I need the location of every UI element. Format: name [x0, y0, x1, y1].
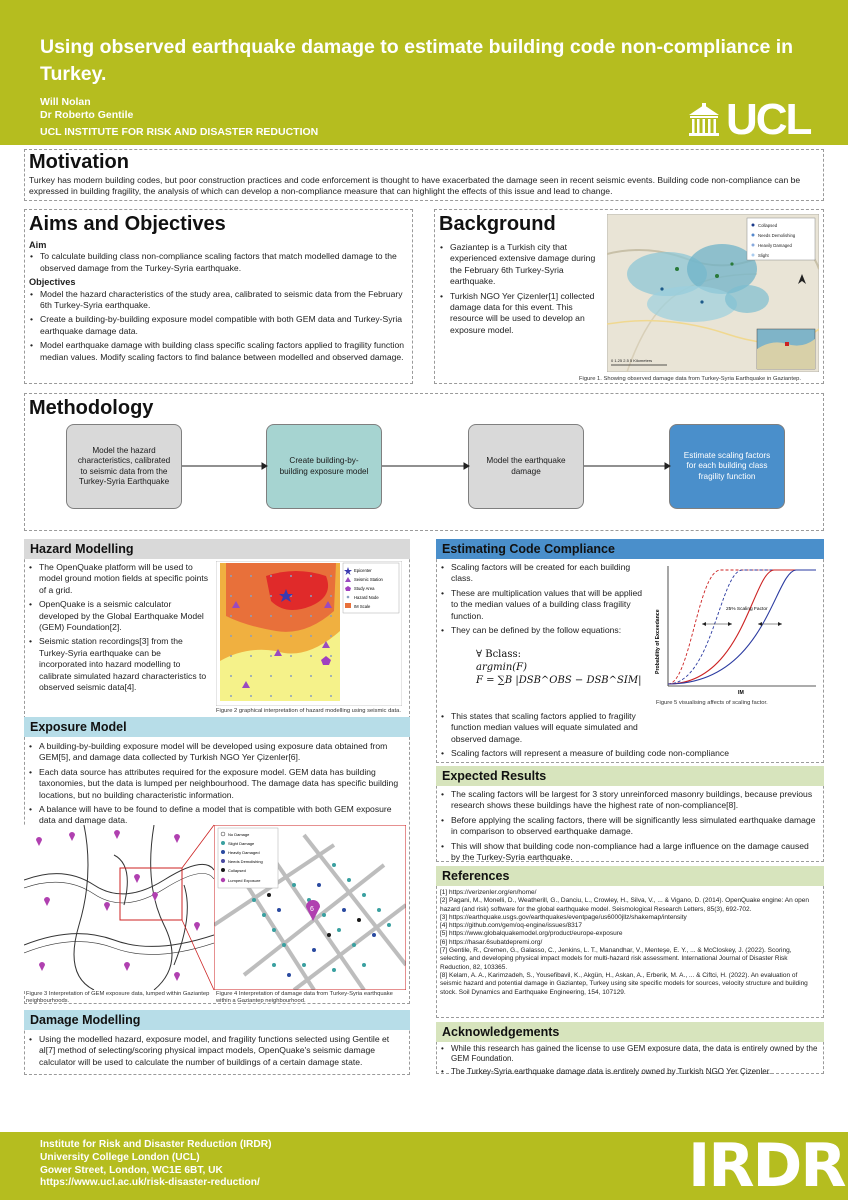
hazard-legend-4: Hazard Node: [354, 595, 379, 600]
ack-list: [440, 1044, 820, 1080]
motivation-text: Turkey has modern building codes, but poor construction practices and code enforcement is thought to have exacerbated the damage seen in recent seismic events. Building code non-compliance can be expressed in building fragility, the analysis of which can develop a non-compliance measure that can highlight the effects of this issue and lead to change.: [29, 175, 801, 197]
results-title: Expected Results: [442, 769, 547, 783]
references-list: [440, 889, 820, 997]
map-legend-4: Slight: [758, 253, 769, 258]
results-list: [440, 789, 820, 866]
map-legend-1: Collapsed: [758, 223, 778, 228]
reference-item: [4] https://github.com/gem/oq-engine/issues/8317: [440, 922, 583, 930]
background-item-1: • Gaziantep is a Turkish city that experienced extensive damage during the February 6th Turkey-Syria earthquake.: [439, 242, 605, 288]
exposure-title: Exposure Model: [30, 720, 127, 734]
background-item-2: • Turkish NGO Yer Çizenler[1] collected damage data for this event. This resource will be used to develop an exposure model.: [439, 291, 605, 337]
compliance-item-4: • This states that scaling factors applied to fragility function median values will equate simulated and observed damage.: [440, 711, 655, 745]
ack-item-1: • While this research has gained the license to use GEM exposure data, the data is entirely owned by the GEM Foundation.: [440, 1044, 820, 1064]
damage-item-1: • Using the modelled hazard, exposure model, and fragility functions selected using Gentile et al[7] method of selecting/scoring physical impact models, OpenQuake's seismic damage calculator will be used to calculate the number of buildings of a certain damage state.: [28, 1034, 406, 1068]
footer-line-3: Gower Street, London, WC1E 6BT, UK: [40, 1164, 223, 1176]
lumped-pin-label: 6: [310, 906, 314, 913]
flow-step-exposure: Create building-by-building exposure model: [266, 424, 382, 509]
damage-title: Damage Modelling: [30, 1013, 141, 1027]
compliance-title-bar: [436, 539, 824, 559]
damage-legend-6: Lumped Exposure: [228, 878, 261, 883]
curve-xlabel: IM: [738, 690, 744, 696]
figure-3-caption: Figure 3 Interpretation of GEM exposure data, lumped within Gaziantep neighbourhoods.: [26, 991, 210, 1005]
references-title-bar: [436, 866, 824, 886]
compliance-item-3: • They can be defined by the follow equations:: [440, 625, 648, 636]
flow-step-scaling: Estimate scaling factors for each building class fragility function: [669, 424, 785, 509]
hazard-item-1: • The OpenQuake platform will be used to model ground motion fields at specific points of a grid.: [28, 562, 210, 596]
motivation-title: Motivation: [29, 151, 129, 173]
damage-legend-5: Collapsed: [228, 868, 246, 873]
flow-step-damage: Model the earthquake damage: [468, 424, 584, 509]
compliance-list-1: [440, 562, 648, 639]
author-2: Dr Roberto Gentile: [40, 109, 134, 121]
ack-item-2: • The Turkey-Syria earthquake damage data is entirely owned by Turkish NGO Yer Çizenler.: [440, 1067, 820, 1077]
damage-title-bar: [24, 1010, 410, 1030]
map-legend-2: Needs Demolishing: [758, 233, 796, 238]
flow-step-hazard: Model the hazard characteristics, calibrated to seismic data from the Turkey-Syria Earthquake: [66, 424, 182, 509]
reference-item: [7] Gentile, R., Cremen, G., Galasso, C., Jenkins, L. T., Manandhar, V., Menteşe, E. Y., ... & McCloskey, J. (2022). Scoring, selecting, and developing physical impact models for multi-hazard risk assessment. International Journal of Disaster Risk Reduction, 82, 103365.: [440, 947, 792, 971]
aim-item: • To calculate building class non-compliance scaling factors that match modelled damage to the observed damage from the Turkey-Syria earthquake.: [29, 251, 409, 274]
map-legend-3: Heavily Damaged: [758, 243, 792, 248]
hazard-legend-1: Epicenter: [354, 568, 372, 573]
hazard-legend-5: IM Scale: [354, 604, 371, 609]
exposure-item-1: • A building-by-building exposure model will be developed using exposure data obtained from GEM[5], and damage data collected by Turkish NGO Yer Çizenler[6].: [28, 741, 406, 764]
damage-legend-3: Heavily Damaged: [228, 850, 260, 855]
methodology-title: Methodology: [29, 397, 154, 419]
hazard-item-3: • Seismic station recordings[3] from the Turkey-Syria earthquake can be incorporated into hazard modelling to calibrate simulated hazard characteristics to observed seismic data[4].: [28, 636, 210, 693]
exposure-item-3: • A balance will have to be found to define a model that is compatible with both GEM exposure data and damage data.: [28, 804, 406, 827]
footer-line-2: University College London (UCL): [40, 1151, 200, 1163]
ack-title-bar: [436, 1022, 824, 1042]
ack-title: Acknowledgements: [442, 1025, 560, 1039]
irdr-logo: IRDR: [688, 1131, 845, 1200]
scaling-annotation: 25% Scaling Factor: [726, 607, 768, 612]
hazard-legend-3: Study Area: [354, 586, 375, 591]
reference-item: [2] Pagani, M., Monelli, D., Weatherill, G., Danciu, L., Crowley, H., Silva, V., ... & Vigano, D. (2014). OpenQuake engine: An open hazard (and risk) software for the global earthquake model. Seismological Research Letters, 85(3), 692-702.: [440, 897, 810, 913]
footer-line-1: Institute for Risk and Disaster Reduction (IRDR): [40, 1139, 272, 1150]
equation-line-2: argmin(F): [476, 662, 528, 673]
results-item-3: • This will show that building code non-compliance had a large influence on the damage caused by the Turkey-Syria earthquake.: [440, 841, 820, 864]
damage-list: [28, 1034, 406, 1071]
reference-item: [3] https://earthquake.usgs.gov/earthquakes/eventpage/us6000jllz/shakemap/intensity: [440, 913, 687, 921]
footer-contact: [40, 1139, 272, 1190]
aims-title: Aims and Objectives: [29, 213, 226, 235]
reference-item: [8] Kelam, A. A., Karimzadeh, S., Yousefibavil, K., Akgün, H., Askan, A., Erberik, M. A., ... & Ciftci, H. (2022). An evaluation of seismic hazard and potential damage in Gaziantep, Turkey using site specific models for sources, velocity structure and building stock. Soil Dynamics and Earthquake Engineering, 154, 107129.: [440, 971, 808, 996]
figure-4-caption: Figure 4 Interpretation of damage data from Turkey-Syria earthquake within a Gaziantep neighbourhood.: [216, 991, 393, 1005]
figure-2-caption: Figure 2 graphical interpretation of hazard modelling using seismic data.: [216, 708, 401, 714]
fragility-curves-figure: [650, 562, 820, 698]
compliance-list-2: [440, 711, 820, 763]
references-title: References: [442, 869, 510, 883]
objective-1: • Model the hazard characteristics of the study area, calibrated to seismic data from the February 6th Turkey-Syria earthquake.: [29, 289, 409, 312]
objective-3: • Model earthquake damage with building class specific scaling factors applied to fragility function median values. Modify scaling factors to find balance between modelled and observed damage.: [29, 340, 409, 363]
results-item-2: • Before applying the scaling factors, there will be significantly less simulated earthquake damage in comparison to observed earthquake damage.: [440, 815, 820, 838]
compliance-item-5: • Scaling factors will represent a measure of building code non-compliance: [440, 748, 820, 759]
ucl-logo-text: UCL: [726, 95, 811, 144]
damage-legend-2: Slight Damage: [228, 841, 255, 846]
equation-line-3: F = ∑B |DSB^OBS − DSB^SIM|: [476, 675, 642, 686]
compliance-equation: [476, 648, 641, 687]
reference-item: [1] https://verizenler.org/en/home/: [440, 889, 537, 896]
footer-url-link[interactable]: https://www.ucl.ac.uk/risk-disaster-reduction/: [40, 1177, 260, 1189]
compliance-title: Estimating Code Compliance: [442, 542, 615, 556]
aim-label: Aim: [29, 240, 47, 250]
results-item-1: • The scaling factors will be largest for 3 story unreinforced masonry buildings, because previous research shows these buildings have the highest rate of non-compliance[8].: [440, 789, 820, 812]
figure-5-caption: Figure 5 visualising affects of scaling factor.: [656, 700, 768, 706]
exposure-item-2: • Each data source has attributes required for the exposure model. GEM data has building taxonomies, but the data is lumped per neighbourhood. The damage data has specific building locations, but no building characteristic information.: [28, 767, 406, 801]
hazard-legend-2: Seismic Station: [354, 577, 383, 582]
background-title: Background: [439, 213, 556, 235]
results-title-bar: [436, 766, 824, 786]
reference-item: [6] https://hasar.6subatdepremi.org/: [440, 938, 543, 946]
hazard-title: Hazard Modelling: [30, 542, 134, 556]
institute-name: UCL INSTITUTE FOR RISK AND DISASTER REDUCTION: [40, 126, 319, 138]
equation-line-1: ∀ Bclass:: [476, 649, 521, 660]
damage-legend-4: Needs Demolishing: [228, 859, 263, 864]
damage-legend-1: No Damage: [228, 832, 250, 837]
objective-2: • Create a building-by-building exposure model compatible with both GEM data and Turkey-Syria earthquake damage data.: [29, 314, 409, 337]
figure-1-caption: Figure 1. Showing observed damage data from Turkey-Syria Earthquake in Gaziantep.: [579, 376, 802, 382]
objectives-label: Objectives: [29, 277, 76, 288]
reference-item: [5] https://www.globalquakemodel.org/product/europe-exposure: [440, 930, 623, 938]
compliance-item-1: • Scaling factors will be created for each building class.: [440, 562, 648, 585]
curve-ylabel: Probability of Exceedance: [655, 609, 661, 674]
map-scale: 0 1.25 2.5 5 Kilometers: [611, 358, 653, 363]
hazard-item-2: • OpenQuake is a seismic calculator developed by the Global Earthquake Model (GEM) Foundation[2].: [28, 599, 210, 633]
poster-title: Using observed earthquake damage to estimate building code non-compliance in Turkey.: [40, 36, 794, 85]
compliance-item-2: • These are multiplication values that will be applied to the median values of a building class fragility function.: [440, 588, 648, 622]
author-1: Will Nolan: [40, 96, 91, 108]
